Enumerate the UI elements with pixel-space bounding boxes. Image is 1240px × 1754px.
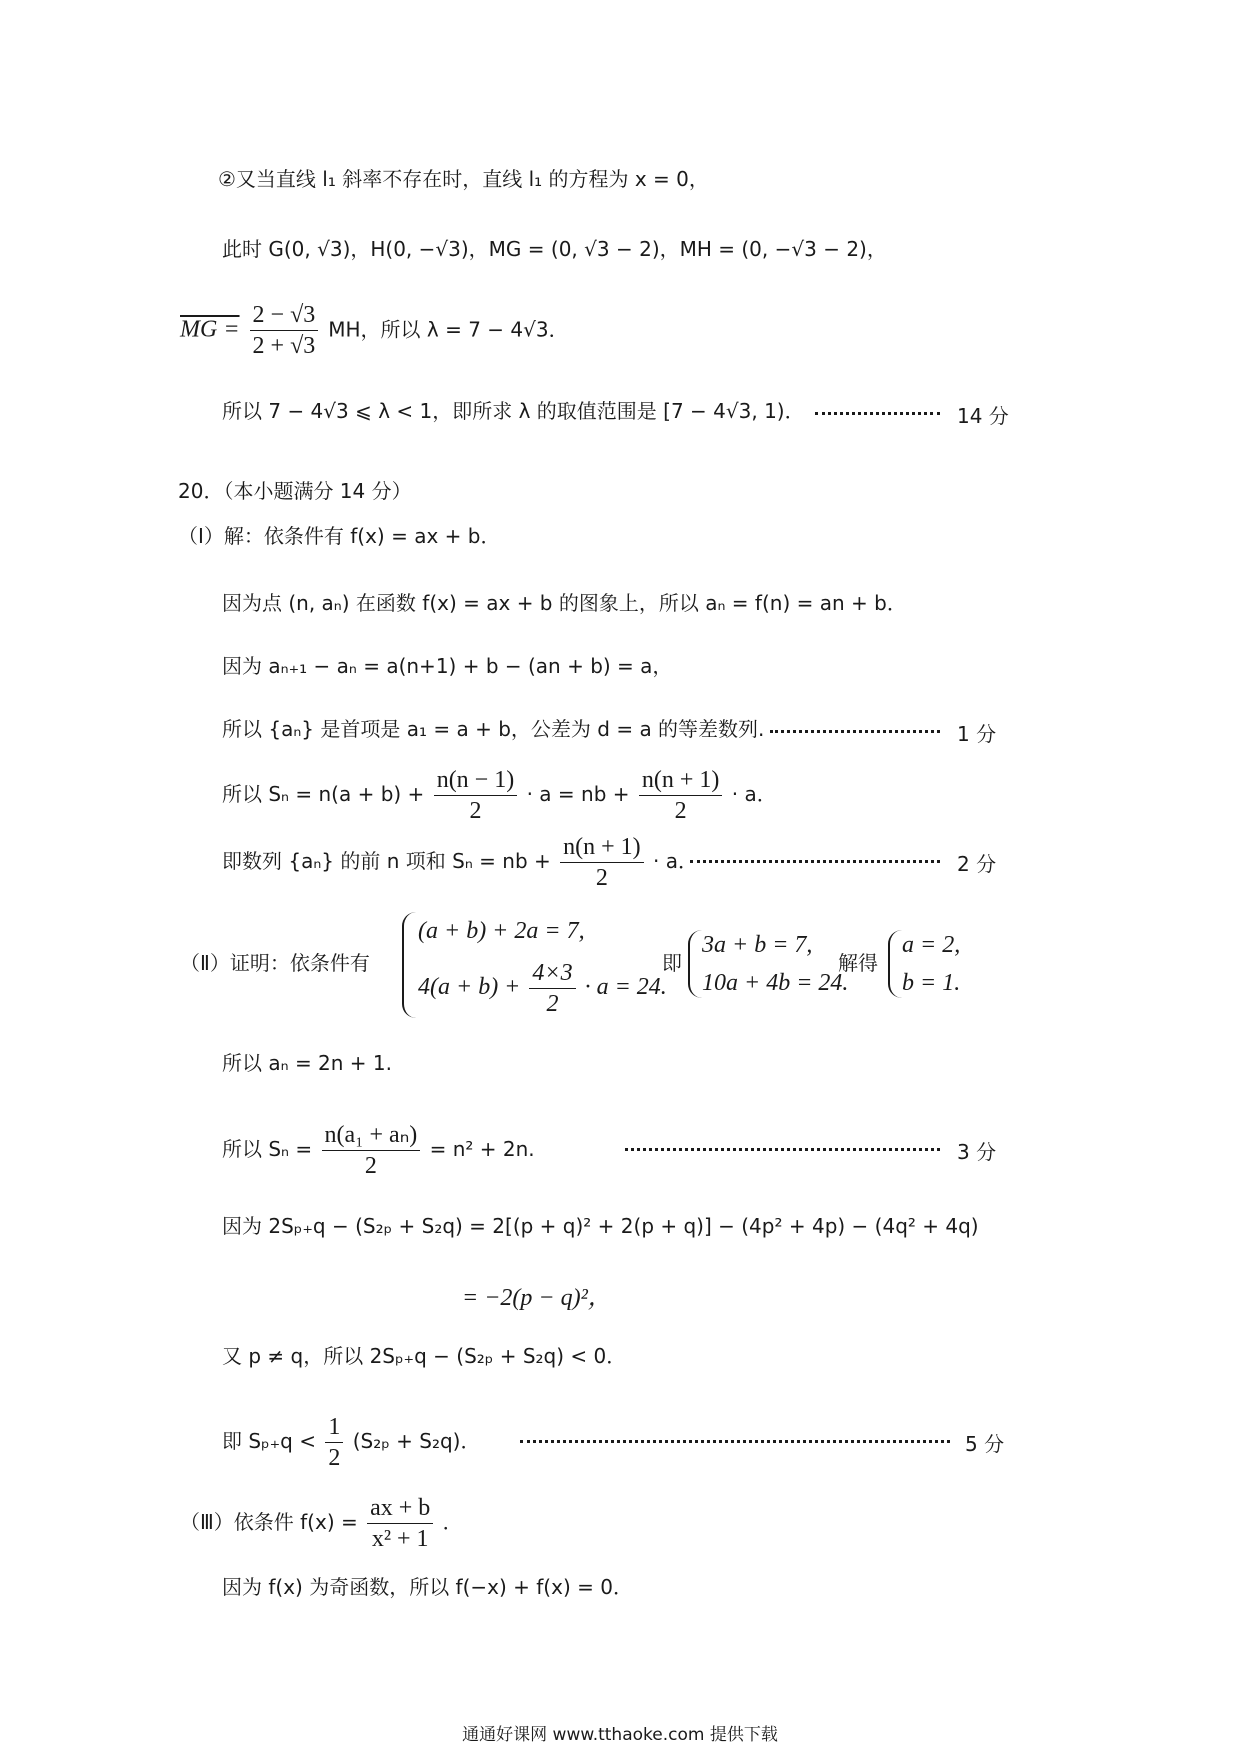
fraction-denominator: 2 + √3 bbox=[252, 333, 316, 359]
vector-mg: MG = bbox=[180, 316, 240, 343]
formula-sn-result bbox=[222, 832, 698, 893]
page-footer: 通通好课网 www.tthaoke.com 提供下载 bbox=[462, 1725, 778, 1745]
fraction-denominator: 2 bbox=[364, 1153, 377, 1179]
leader-dots bbox=[520, 1440, 950, 1443]
fraction bbox=[529, 958, 575, 1019]
fraction-numerator: 4×3 bbox=[529, 958, 575, 989]
system1-row2 bbox=[418, 958, 667, 1019]
formula-part: 4(a + b) + bbox=[418, 974, 521, 1001]
leader-dots bbox=[815, 412, 940, 415]
system3-row2: b = 1. bbox=[902, 970, 961, 996]
text-ji: 即 bbox=[662, 951, 682, 975]
text-line-difference: 因为 aₙ₊₁ − aₙ = a(n+1) + b − (an + b) = a， bbox=[222, 654, 673, 678]
text-line-point-on-graph: 因为点 (n, aₙ) 在函数 f(x) = ax + b 的图象上，所以 aₙ = f(n) = an + b． bbox=[222, 591, 907, 615]
formula-part: · a． bbox=[731, 782, 777, 806]
leader-dots bbox=[690, 860, 940, 863]
fraction-denominator: x² + 1 bbox=[371, 1526, 429, 1552]
formula-part: 即 Sₚ₊q < bbox=[222, 1429, 316, 1453]
fraction-ratio bbox=[250, 300, 319, 361]
fraction bbox=[560, 832, 644, 893]
formula-part: · a． bbox=[653, 849, 698, 873]
score-label: 5 分 bbox=[965, 1432, 1005, 1456]
fraction-denominator: 2 bbox=[328, 1445, 341, 1471]
fraction-numerator: n(a₁ + aₙ) bbox=[322, 1120, 421, 1151]
text-line-vertical-case: ②又当直线 l₁ 斜率不存在时，直线 l₁ 的方程为 x = 0， bbox=[218, 167, 709, 191]
text-line-lambda-range: 所以 7 − 4√3 ⩽ λ < 1，即所求 λ 的取值范围是 [7 − 4√3, 1)． bbox=[222, 399, 805, 423]
text-line-an: 所以 aₙ = 2n + 1. bbox=[222, 1051, 393, 1075]
fraction-denominator: 2 bbox=[546, 991, 559, 1017]
formula-sn-part-ii bbox=[222, 1120, 535, 1181]
part-i-heading: （Ⅰ）解：依条件有 f(x) = ax + b． bbox=[178, 524, 501, 548]
fraction bbox=[434, 765, 518, 826]
formula-inequality bbox=[222, 1412, 480, 1473]
fraction bbox=[639, 765, 723, 826]
fraction-numerator: 1 bbox=[325, 1412, 343, 1443]
fraction bbox=[325, 1412, 343, 1473]
formula-sn-derivation bbox=[222, 765, 777, 826]
system2-row1: 3a + b = 7, bbox=[702, 932, 813, 958]
text-jiede: 解得 bbox=[838, 951, 878, 975]
text-line-odd-function: 因为 f(x) 为奇函数，所以 f(−x) + f(x) = 0． bbox=[222, 1575, 633, 1599]
fraction-numerator: ax + b bbox=[367, 1493, 433, 1524]
fraction bbox=[322, 1120, 421, 1181]
formula-part: (S₂ₚ + S₂q)． bbox=[352, 1429, 481, 1453]
problem-heading: 20．（本小题满分 14 分） bbox=[178, 479, 412, 503]
fraction-denominator: 2 bbox=[595, 865, 608, 891]
formula-part: 所以 Sₙ = bbox=[222, 1137, 313, 1161]
formula-part: · a = nb + bbox=[526, 782, 630, 806]
system1-row1: (a + b) + 2a = 7, bbox=[418, 918, 585, 944]
part-ii-heading: （Ⅱ）证明：依条件有 bbox=[180, 951, 370, 975]
score-label: 1 分 bbox=[957, 722, 997, 746]
text-lambda-value: MH，所以 λ = 7 − 4√3． bbox=[328, 317, 569, 342]
formula-mg-ratio bbox=[180, 300, 569, 361]
leader-dots bbox=[625, 1148, 940, 1151]
text-line-p-neq-q: 又 p ≠ q，所以 2Sₚ₊q − (S₂ₚ + S₂q) < 0． bbox=[222, 1344, 627, 1368]
formula-part: · a = 24. bbox=[584, 974, 667, 1001]
formula-part: ． bbox=[442, 1510, 463, 1534]
formula-part: 即数列 {aₙ} 的前 n 项和 Sₙ = nb + bbox=[222, 849, 551, 873]
text-line-arithmetic-sequence: 所以 {aₙ} 是首项是 a₁ = a + b，公差为 d = a 的等差数列. bbox=[222, 717, 765, 741]
formula-part: = n² + 2n. bbox=[429, 1137, 535, 1161]
leader-dots bbox=[770, 730, 940, 733]
score-label: 3 分 bbox=[957, 1140, 997, 1164]
part-iii-heading bbox=[180, 1493, 463, 1554]
formula-expansion-result: = −2(p − q)²， bbox=[462, 1285, 612, 1311]
fraction-numerator: n(n + 1) bbox=[560, 832, 644, 863]
score-label: 14 分 bbox=[957, 404, 1009, 428]
text-line-points-gh: 此时 G(0, √3)，H(0, −√3)，MG = (0, √3 − 2)，MH = (0, −√3 − 2)， bbox=[222, 237, 887, 261]
fraction-numerator: 2 − √3 bbox=[250, 300, 319, 331]
fraction-numerator: n(n + 1) bbox=[639, 765, 723, 796]
system3-row1: a = 2, bbox=[902, 932, 961, 958]
fraction-denominator: 2 bbox=[469, 798, 482, 824]
system2-row2: 10a + 4b = 24. bbox=[702, 970, 849, 996]
fraction-denominator: 2 bbox=[674, 798, 687, 824]
fraction bbox=[367, 1493, 433, 1554]
formula-expansion: 因为 2Sₚ₊q − (S₂ₚ + S₂q) = 2[(p + q)² + 2(p + q)] − (4p² + 4p) − (4q² + 4q) bbox=[222, 1214, 979, 1238]
brace-system-1 bbox=[402, 912, 418, 1018]
score-label: 2 分 bbox=[957, 852, 997, 876]
formula-part: 所以 Sₙ = n(a + b) + bbox=[222, 782, 425, 806]
fraction-numerator: n(n − 1) bbox=[434, 765, 518, 796]
formula-part: （Ⅲ）依条件 f(x) = bbox=[180, 1510, 358, 1534]
